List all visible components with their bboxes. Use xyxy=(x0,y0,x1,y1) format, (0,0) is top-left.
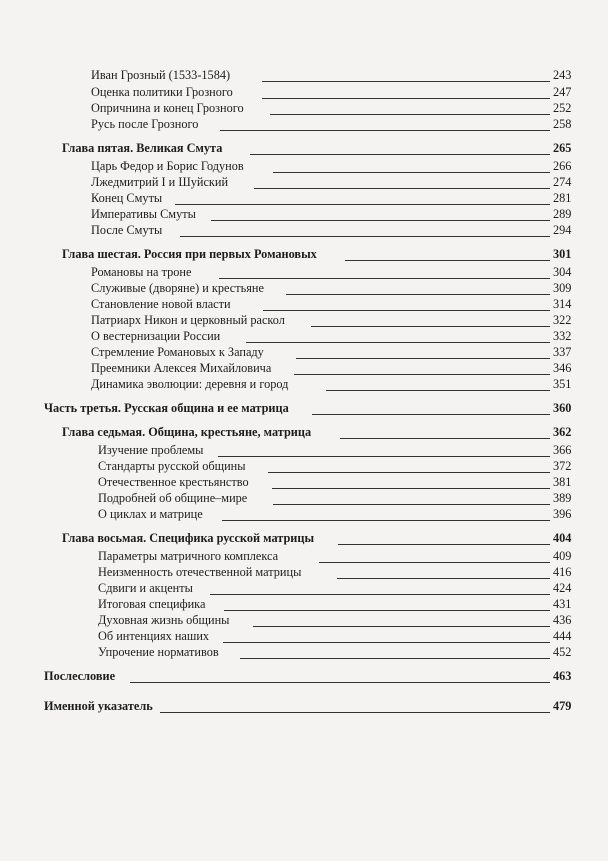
toc-entry-title: Царь Федор и Борис Годунов xyxy=(91,159,244,173)
dot-leader xyxy=(312,414,550,415)
toc-entry-title: Русь после Грозного xyxy=(91,117,199,131)
toc-entry-title: Параметры матричного комплекса xyxy=(98,549,279,563)
toc-entry-title: Отечественное крестьянство xyxy=(98,475,249,489)
dot-leader xyxy=(286,294,550,295)
toc-entry-page: 452 xyxy=(553,645,572,659)
toc-chapter-page: 265 xyxy=(553,141,572,155)
dot-leader xyxy=(218,456,550,457)
toc-part xyxy=(0,400,608,417)
toc-entry-page: 346 xyxy=(553,361,572,375)
toc-entry-title: Духовная жизнь общины xyxy=(98,613,230,627)
toc-entry xyxy=(0,458,608,475)
dot-leader xyxy=(180,236,550,237)
toc-entry-title: Преемники Алексея Михайловича xyxy=(91,361,272,375)
toc-entry xyxy=(0,612,608,629)
dot-leader xyxy=(254,188,550,189)
toc-entry xyxy=(0,360,608,377)
dot-leader xyxy=(296,358,550,359)
toc-entry-title: Неизменность отечественной матрицы xyxy=(98,565,302,579)
dot-leader xyxy=(220,130,550,131)
toc-entry xyxy=(0,100,608,117)
toc-chapter xyxy=(0,530,608,547)
toc-entry xyxy=(0,580,608,597)
toc-entry-page: 381 xyxy=(553,475,572,489)
toc-entry xyxy=(0,206,608,223)
toc-section-page: 479 xyxy=(553,699,572,713)
dot-leader xyxy=(311,326,550,327)
dot-leader xyxy=(337,578,550,579)
toc-entry xyxy=(0,280,608,297)
toc-entry-title: Опричнина и конец Грозного xyxy=(91,101,244,115)
toc-entry-page: 314 xyxy=(553,297,572,311)
toc-entry-page: 274 xyxy=(553,175,572,189)
toc-entry-title: Сдвиги и акценты xyxy=(98,581,193,595)
dot-leader xyxy=(338,544,550,545)
toc-entry-page: 309 xyxy=(553,281,572,295)
toc-entry-page: 247 xyxy=(553,85,572,99)
toc-entry-page: 266 xyxy=(553,159,572,173)
toc-entry xyxy=(0,174,608,191)
dot-leader xyxy=(273,504,550,505)
toc-entry-page: 436 xyxy=(553,613,572,627)
toc-section-title: Именной указатель xyxy=(44,699,153,713)
dot-leader xyxy=(326,390,550,391)
toc-chapter-title: Глава седьмая. Община, крестьяне, матрица xyxy=(62,425,312,439)
dot-leader xyxy=(250,154,550,155)
toc-chapter-title: Глава пятая. Великая Смута xyxy=(62,141,223,155)
toc-entry-page: 396 xyxy=(553,507,572,521)
toc-entry xyxy=(0,506,608,523)
dot-leader xyxy=(273,172,550,173)
dot-leader xyxy=(246,342,550,343)
toc-section xyxy=(0,668,608,685)
dot-leader xyxy=(262,98,550,99)
dot-leader xyxy=(224,610,550,611)
toc-entry xyxy=(0,67,608,84)
toc-entry-page: 252 xyxy=(553,101,572,115)
toc-entry xyxy=(0,84,608,101)
toc-entry-title: Стандарты русской общины xyxy=(98,459,246,473)
dot-leader xyxy=(253,626,550,627)
toc-entry-title: Об интенциях наших xyxy=(98,629,210,643)
toc-entry-title: Подробней об общине–мире xyxy=(98,491,248,505)
dot-leader xyxy=(270,114,550,115)
toc-entry xyxy=(0,596,608,613)
toc-entry xyxy=(0,296,608,313)
toc-entry-title: О вестернизации России xyxy=(91,329,221,343)
toc-entry-page: 281 xyxy=(553,191,572,205)
toc-entry xyxy=(0,644,608,661)
toc-entry-page: 366 xyxy=(553,443,572,457)
toc-entry-title: Лжедмитрий I и Шуйский xyxy=(91,175,229,189)
toc-entry xyxy=(0,628,608,645)
toc-entry-page: 337 xyxy=(553,345,572,359)
toc-entry xyxy=(0,442,608,459)
toc-entry-title: Становление новой власти xyxy=(91,297,231,311)
toc-entry-page: 372 xyxy=(553,459,572,473)
dot-leader xyxy=(211,220,550,221)
toc-entry-title: Конец Смуты xyxy=(91,191,163,205)
toc-entry xyxy=(0,490,608,507)
dot-leader xyxy=(219,278,550,279)
toc-entry xyxy=(0,116,608,133)
toc-chapter-page: 404 xyxy=(553,531,572,545)
dot-leader xyxy=(268,472,550,473)
toc-entry-page: 289 xyxy=(553,207,572,221)
toc-entry xyxy=(0,222,608,239)
dot-leader xyxy=(263,310,550,311)
toc-entry-page: 294 xyxy=(553,223,572,237)
toc-entry-title: Изучение проблемы xyxy=(98,443,204,457)
toc-chapter-title: Глава восьмая. Специфика русской матрицы xyxy=(62,531,315,545)
toc-entry-page: 409 xyxy=(553,549,572,563)
toc-chapter-title: Глава шестая. Россия при первых Романовых xyxy=(62,247,317,261)
dot-leader xyxy=(210,594,550,595)
toc-entry xyxy=(0,328,608,345)
toc-section-page: 463 xyxy=(553,669,572,683)
toc-chapter xyxy=(0,424,608,441)
dot-leader xyxy=(319,562,550,563)
dot-leader xyxy=(262,81,550,82)
toc-entry-page: 431 xyxy=(553,597,572,611)
toc-entry xyxy=(0,158,608,175)
toc-entry-title: Патриарх Никон и церковный раскол xyxy=(91,313,285,327)
toc-entry-title: Иван Грозный (1533-1584) xyxy=(91,68,231,82)
toc-entry-title: О циклах и матрице xyxy=(98,507,203,521)
toc-entry-title: Стремление Романовых к Западу xyxy=(91,345,264,359)
toc-entry-page: 389 xyxy=(553,491,572,505)
toc-part-title: Часть третья. Русская община и ее матрица xyxy=(44,401,289,415)
toc-entry-page: 424 xyxy=(553,581,572,595)
toc-section-title: Послесловие xyxy=(44,669,116,683)
toc-entry-page: 243 xyxy=(553,68,572,82)
toc-entry xyxy=(0,344,608,361)
toc-entry-page: 351 xyxy=(553,377,572,391)
toc-entry xyxy=(0,190,608,207)
toc-entry xyxy=(0,264,608,281)
toc-chapter xyxy=(0,140,608,157)
dot-leader xyxy=(130,682,550,683)
toc-entry-page: 444 xyxy=(553,629,572,643)
dot-leader xyxy=(175,204,550,205)
toc-entry-title: Императивы Смуты xyxy=(91,207,196,221)
toc-entry-page: 258 xyxy=(553,117,572,131)
dot-leader xyxy=(240,658,550,659)
toc-entry-title: Упрочение нормативов xyxy=(98,645,219,659)
dot-leader xyxy=(345,260,550,261)
dot-leader xyxy=(294,374,550,375)
dot-leader xyxy=(222,520,550,521)
toc-entry xyxy=(0,376,608,393)
dot-leader xyxy=(272,488,550,489)
toc-entry-page: 416 xyxy=(553,565,572,579)
dot-leader xyxy=(340,438,550,439)
toc-entry xyxy=(0,312,608,329)
toc-entry-title: Итоговая специфика xyxy=(98,597,206,611)
toc-entry-title: Служивые (дворяне) и крестьяне xyxy=(91,281,264,295)
toc-chapter-page: 362 xyxy=(553,425,572,439)
toc-entry-title: Динамика эволюции: деревня и город xyxy=(91,377,289,391)
toc-entry xyxy=(0,564,608,581)
toc-part-page: 360 xyxy=(553,401,572,415)
toc-entry-page: 322 xyxy=(553,313,572,327)
toc-section xyxy=(0,698,608,715)
toc-entry-title: Оценка политики Грозного xyxy=(91,85,233,99)
toc-entry-page: 304 xyxy=(553,265,572,279)
toc-entry-title: Романовы на троне xyxy=(91,265,192,279)
toc-entry xyxy=(0,474,608,491)
toc-entry-title: После Смуты xyxy=(91,223,163,237)
toc-entry xyxy=(0,548,608,565)
dot-leader xyxy=(160,712,550,713)
toc-chapter-page: 301 xyxy=(553,247,572,261)
toc-chapter xyxy=(0,246,608,263)
dot-leader xyxy=(223,642,550,643)
toc-entry-page: 332 xyxy=(553,329,572,343)
